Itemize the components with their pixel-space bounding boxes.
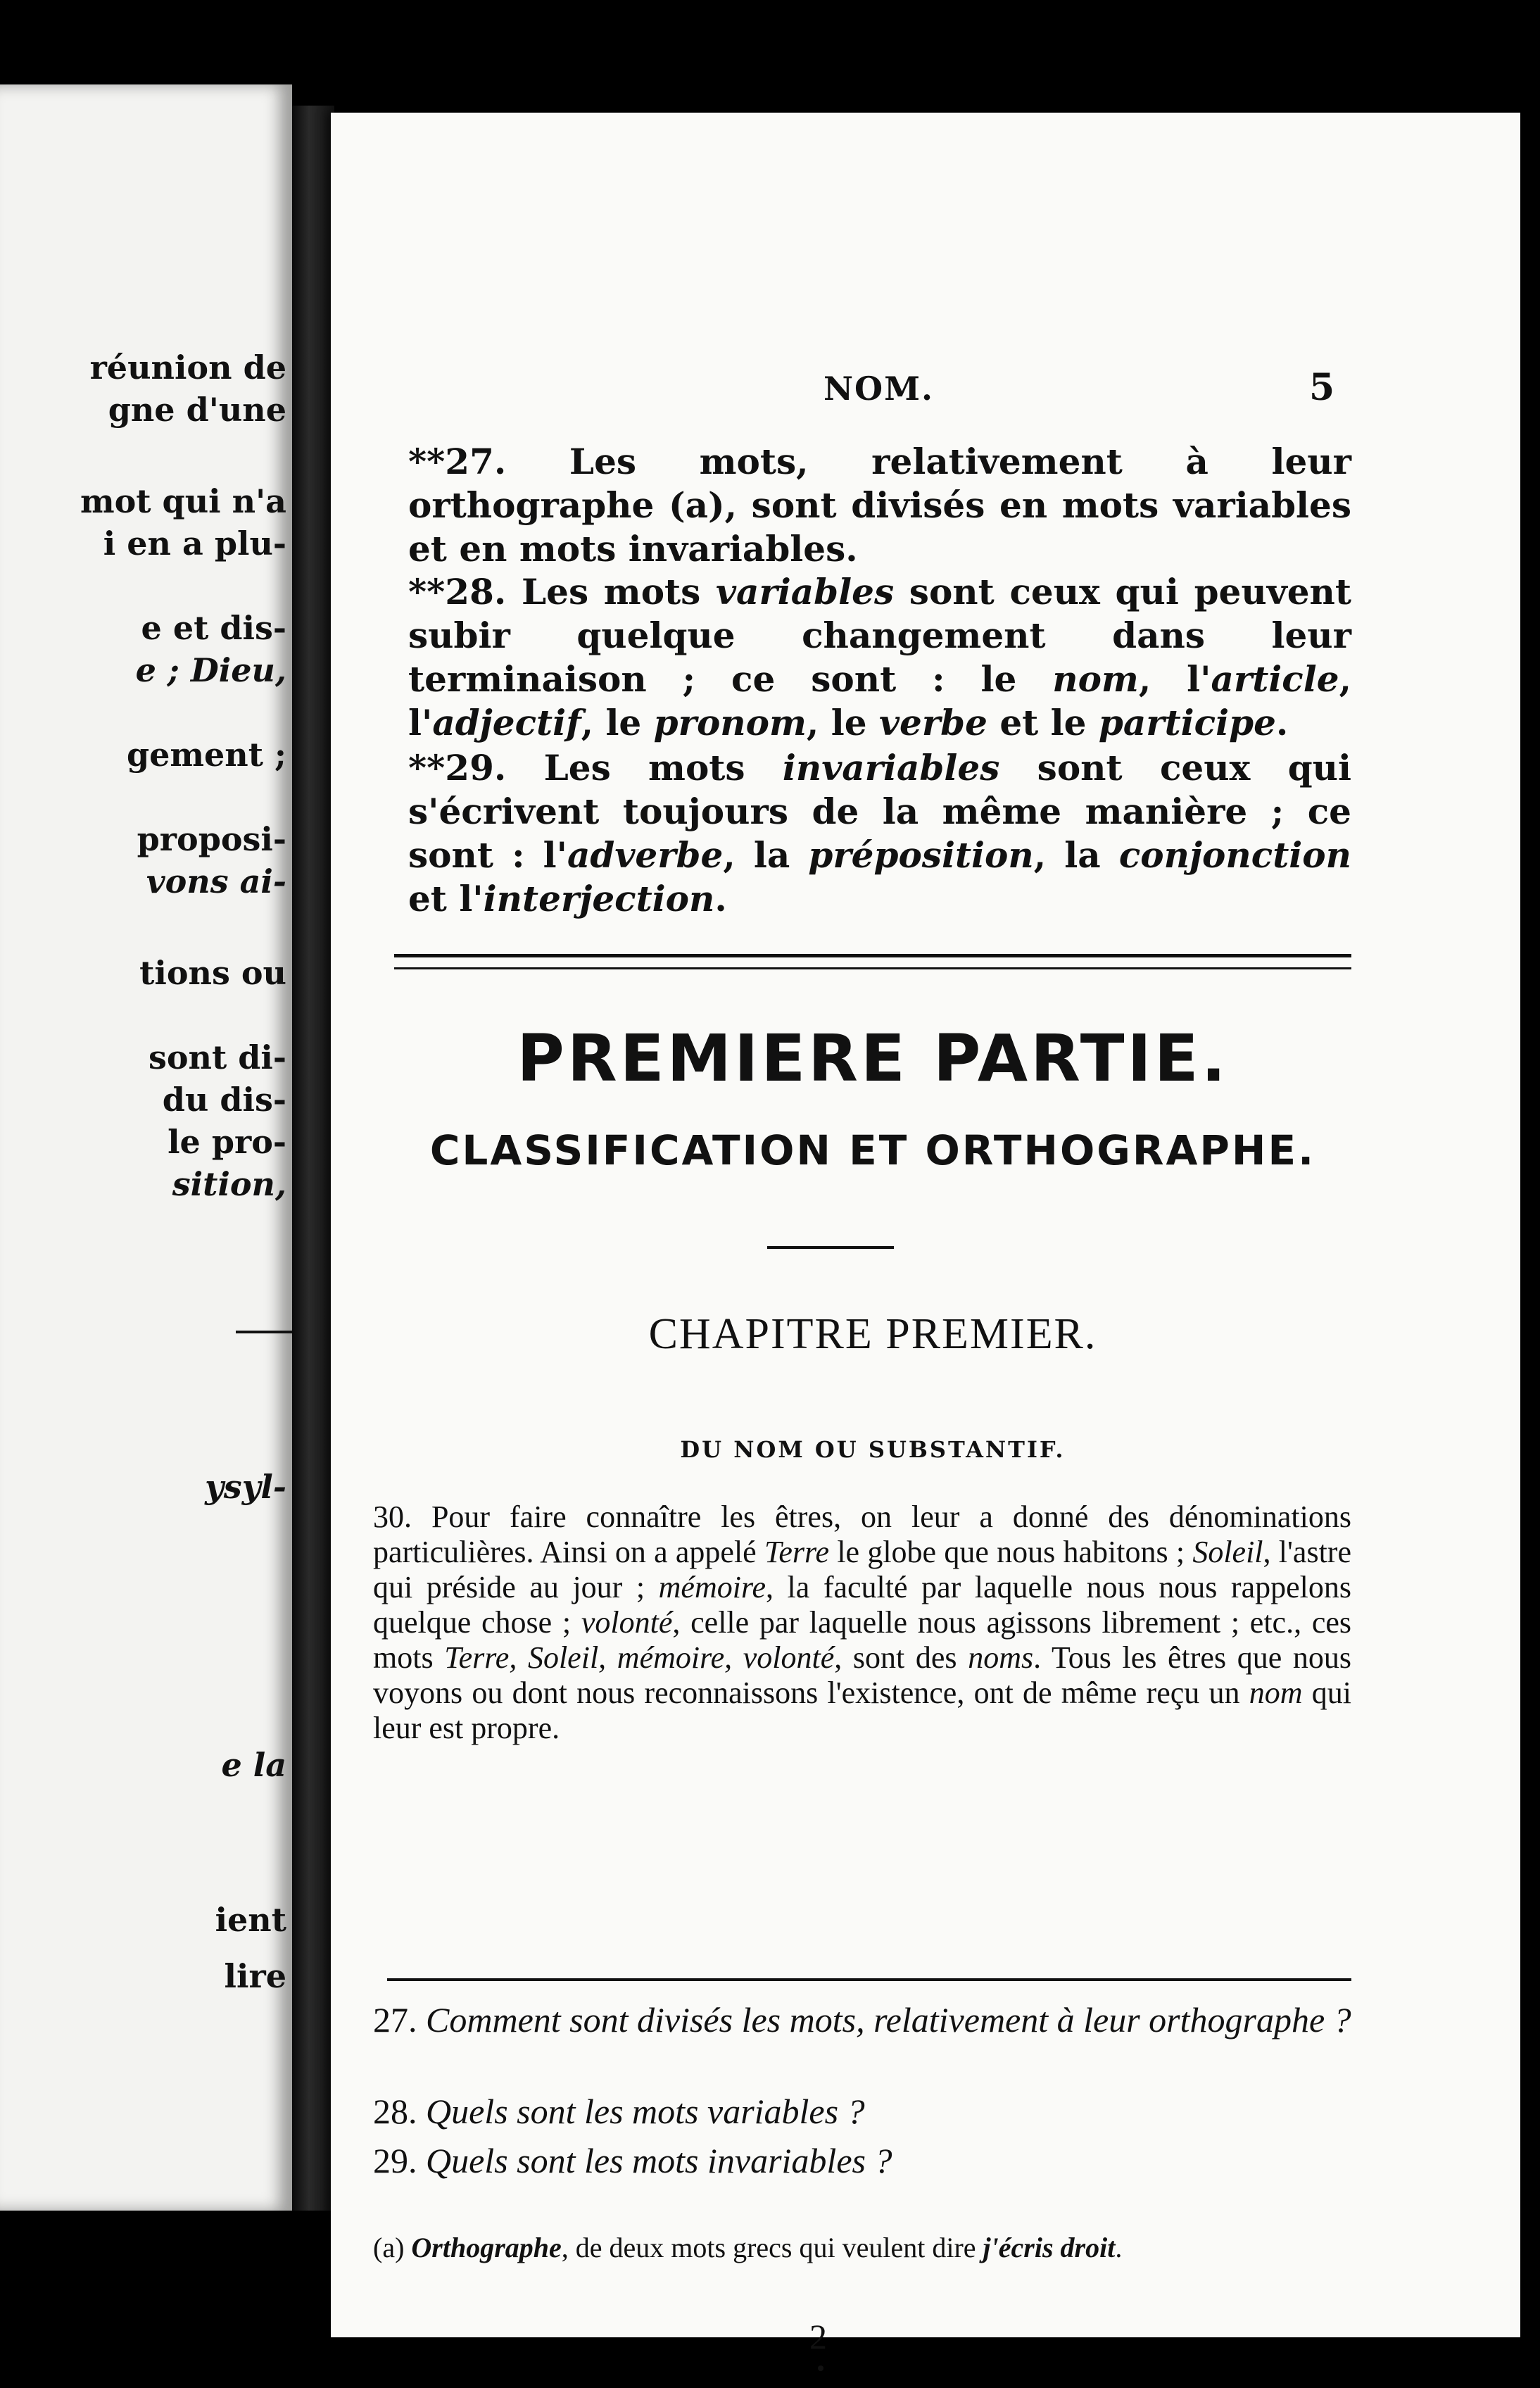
emphasis: noms [968, 1640, 1034, 1675]
left-line: réunion de [89, 348, 286, 387]
text: qui leur est propre. [373, 1676, 1351, 1745]
text: , la faculté par laquelle nous nous rappelons quelque chose ; [373, 1570, 1351, 1640]
text: , la [723, 834, 809, 876]
text: . Tous les êtres que nous voyons ou dont nous reconnaissons l'existence, ont de même reçu un [373, 1640, 1352, 1710]
left-line: gne d'une [108, 391, 286, 429]
left-line: sition, [172, 1165, 286, 1203]
question-28 [373, 2091, 1351, 2132]
left-line: sont di- [148, 1038, 286, 1076]
left-line: lire [224, 1957, 286, 1995]
emphasis: interjection [483, 878, 715, 919]
text: , celle par laquelle nous agissons librement ; etc., ces mots [373, 1605, 1351, 1675]
left-line: du dis- [162, 1081, 286, 1119]
emphasis: article [1211, 658, 1339, 700]
left-line: proposi- [137, 820, 286, 858]
left-line: le pro- [168, 1123, 286, 1161]
text: **28. Les mots [408, 571, 716, 612]
text: , l'astre qui préside au jour ; [373, 1535, 1351, 1604]
text: , l' [408, 658, 1351, 743]
emphasis: participe [1098, 702, 1276, 743]
previous-page-fragment [0, 84, 292, 2211]
question-number: 28. [373, 2092, 417, 2131]
text: sont ceux qui s'écrivent toujours de la même manière ; ce sont : l' [408, 747, 1351, 876]
text: **29. Les mots [408, 747, 783, 788]
emphasis: variables [716, 571, 895, 612]
left-line: e la [221, 1746, 286, 1784]
text: et l' [408, 878, 484, 919]
chapter-title: CHAPITRE PREMIER. [648, 1310, 1097, 1358]
paragraph-29 [408, 746, 1351, 921]
left-line: tions ou [139, 954, 286, 992]
text: . [1275, 702, 1289, 743]
emphasis: préposition [808, 834, 1034, 876]
question-text: Quels sont les mots invariables ? [426, 2141, 892, 2180]
emphasis: adjectif [432, 702, 581, 743]
book-gutter [292, 106, 334, 2211]
part-title: PREMIERE PARTIE. [517, 1021, 1229, 1096]
question-number: 27. [373, 2000, 417, 2040]
question-29 [373, 2140, 1351, 2181]
text: , sont des [834, 1640, 968, 1675]
question-text: Quels sont les mots variables ? [426, 2092, 865, 2131]
text: , le [581, 702, 654, 743]
emphasis: conjonction [1118, 834, 1351, 876]
left-line: ient [215, 1901, 286, 1939]
paragraph-30 [373, 1500, 1351, 1746]
emphasis: Orthographe [411, 2232, 562, 2263]
left-line: gement ; [126, 736, 286, 774]
emphasis: verbe [878, 702, 987, 743]
left-line: ysyl- [205, 1468, 286, 1506]
signature-dot [818, 2365, 823, 2371]
left-line: e et dis- [141, 609, 286, 647]
left-line: i en a plu- [103, 524, 286, 563]
section-title: DU NOM OU SUBSTANTIF. [680, 1436, 1066, 1463]
part-subtitle: CLASSIFICATION ET ORTHOGRAPHE. [429, 1126, 1316, 1174]
question-number: 29. [373, 2141, 417, 2180]
emphasis: invariables [782, 747, 1000, 788]
text: et le [987, 702, 1099, 743]
emphasis: volonté [581, 1605, 673, 1640]
emphasis: Terre [764, 1535, 830, 1569]
emphasis: Terre, Soleil, mémoire, volonté [444, 1640, 835, 1675]
emphasis: j'écris droit [983, 2232, 1116, 2263]
text: sont ceux qui peuvent subir quelque changement dans leur terminaison ; ce sont : le [408, 571, 1352, 700]
text: , l' [1138, 658, 1211, 700]
left-rule [236, 1331, 292, 1333]
section-divider [394, 954, 1351, 969]
text: , de deux mots grecs qui veulent dire [561, 2232, 983, 2263]
left-line: mot qui n'a [80, 482, 286, 520]
page [331, 113, 1520, 2356]
left-line: vons ai- [146, 862, 286, 900]
text: , la [1033, 834, 1119, 876]
signature-mark: 2 [809, 2317, 827, 2356]
emphasis: pronom [653, 702, 807, 743]
running-head: NOM. [823, 370, 935, 408]
question-27 [373, 1999, 1351, 2040]
question-text: Comment sont divisés les mots, relativement à leur orthographe ? [426, 2000, 1351, 2040]
emphasis: mémoire [658, 1570, 766, 1604]
text: , le [806, 702, 879, 743]
questions-divider [387, 1978, 1351, 1981]
text: . [1115, 2232, 1123, 2263]
emphasis: Soleil [1192, 1535, 1263, 1569]
text: le globe que nous habitons ; [829, 1535, 1193, 1569]
emphasis: adverbe [567, 834, 724, 876]
page-number: 5 [1309, 366, 1335, 409]
left-line: e ; Dieu, [135, 651, 286, 689]
short-divider [767, 1246, 894, 1249]
emphasis: nom [1052, 658, 1139, 700]
text: (a) [373, 2232, 412, 2263]
text: . [714, 878, 727, 919]
paragraph-27 [408, 440, 1351, 571]
footnote [373, 2232, 1351, 2264]
para27-text: **27. Les mots, relativement à leur orthographe (a), sont divisés en mots variables et en mots invariables. [408, 441, 1351, 570]
emphasis: nom [1249, 1676, 1303, 1710]
text: 30. Pour faire connaître les êtres, on leur a donné des dénominations particulières. Ainsi on a appelé [373, 1500, 1351, 1569]
paragraph-28 [408, 570, 1351, 745]
